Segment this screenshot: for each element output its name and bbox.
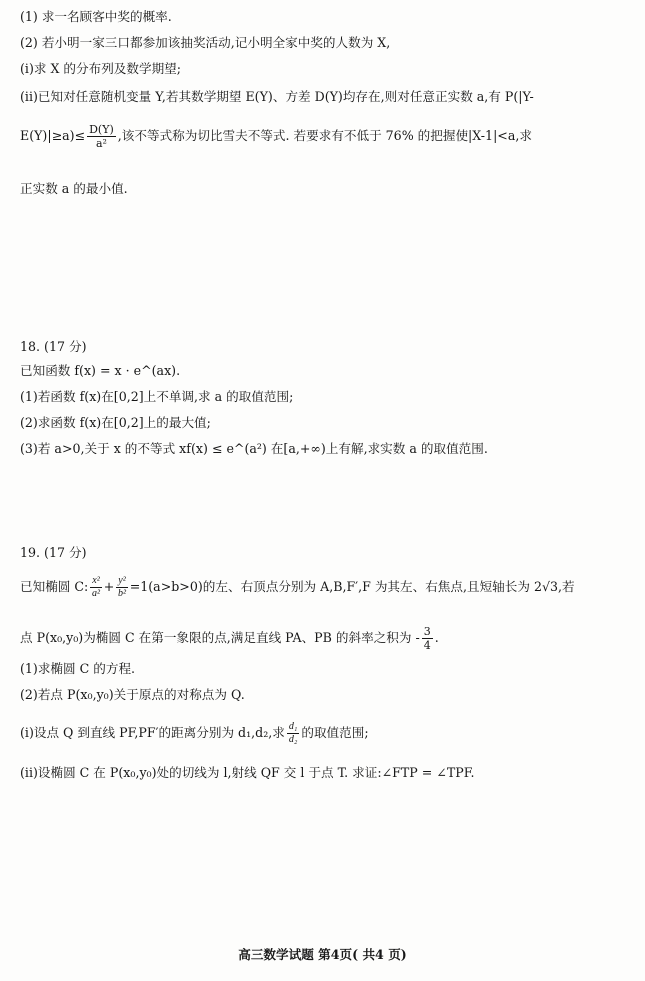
q19-header: 19. (17 分): [20, 545, 87, 560]
d-ratio-fraction: [287, 722, 299, 745]
q17-part2-ii-line2: [20, 124, 532, 149]
q19-line2: [20, 626, 439, 651]
y-squared: y²: [118, 575, 126, 586]
q17-part2-ii-prefix: E(Y)|≥a)≤: [20, 128, 86, 143]
plus-sign: +: [103, 579, 115, 594]
d2: d₂: [288, 734, 298, 745]
ellipse-y-term: [116, 576, 127, 599]
b-squared: b²: [117, 588, 126, 599]
q19-intro-suffix: =1(a>b>0)的左、右顶点分别为 A,B,F′,F 为其左、右焦点,且短轴长为 2√3,若: [129, 579, 575, 594]
q19-intro-prefix: 已知椭圆 C:: [20, 579, 89, 594]
q19-line2-suffix: .: [434, 630, 439, 645]
q18-header: 18. (17 分): [20, 339, 87, 354]
q17-part2-ii-line1: (ii)已知对任意随机变量 Y,若其数学期望 E(Y)、方差 D(Y)均存在,则对任意正实数 a,有 P(|Y-: [20, 89, 534, 104]
q19-part2-i: [20, 722, 369, 745]
q19-line2-prefix: 点 P(x₀,y₀)为椭圆 C 在第一象限的点,满足直线 PA、PB 的斜率之积为 -: [20, 630, 420, 645]
q17-part2-i: (i)求 X 的分布列及数学期望;: [20, 61, 182, 76]
q18-part3: (3)若 a>0,关于 x 的不等式 xf(x) ≤ e^(a²) 在[a,+∞)上有解,求实数 a 的取值范围.: [20, 441, 488, 456]
q18-part2: (2)求函数 f(x)在[0,2]上的最大值;: [20, 415, 211, 430]
q17-part1: (1) 求一名顾客中奖的概率.: [20, 9, 172, 24]
q19-part2: (2)若点 P(x₀,y₀)关于原点的对称点为 Q.: [20, 687, 245, 702]
fraction-denominator: 4: [423, 639, 431, 652]
slope-product-fraction: [422, 626, 433, 651]
ellipse-x-term: [90, 576, 101, 599]
q19-part2-i-suffix: 的取值范围;: [301, 725, 369, 740]
q19-part2-ii: (ii)设椭圆 C 在 P(x₀,y₀)处的切线为 l,射线 QF 交 l 于点 T. 求证:∠FTP = ∠TPF.: [20, 765, 475, 780]
q19-part2-i-prefix: (i)设点 Q 到直线 PF,PF′的距离分别为 d₁,d₂,求: [20, 725, 285, 740]
q17-part2-ii-line3: 正实数 a 的最小值.: [20, 181, 128, 196]
fraction-denominator: a²: [95, 137, 107, 150]
fraction-numerator: D(Y): [89, 123, 114, 136]
d1: d₁: [288, 721, 298, 732]
q17-part2: (2) 若小明一家三口都参加该抽奖活动,记小明全家中奖的人数为 X,: [20, 35, 391, 50]
x-squared: x²: [92, 575, 100, 586]
q17-part2-ii-suffix: ,该不等式称为切比雪夫不等式. 若要求有不低于 76% 的把握使|X-1|<a,求: [117, 128, 532, 143]
q17-chebyshev-fraction: [87, 124, 116, 149]
q18-part1: (1)若函数 f(x)在[0,2]上不单调,求 a 的取值范围;: [20, 389, 294, 404]
q18-intro: 已知函数 f(x) = x · e^(ax).: [20, 363, 181, 378]
q19-part1: (1)求椭圆 C 的方程.: [20, 661, 136, 676]
q19-intro: [20, 576, 575, 599]
a-squared: a²: [91, 588, 100, 599]
page-footer: 高三数学试题 第4页( 共4 页): [238, 947, 407, 962]
fraction-numerator: 3: [423, 625, 431, 638]
